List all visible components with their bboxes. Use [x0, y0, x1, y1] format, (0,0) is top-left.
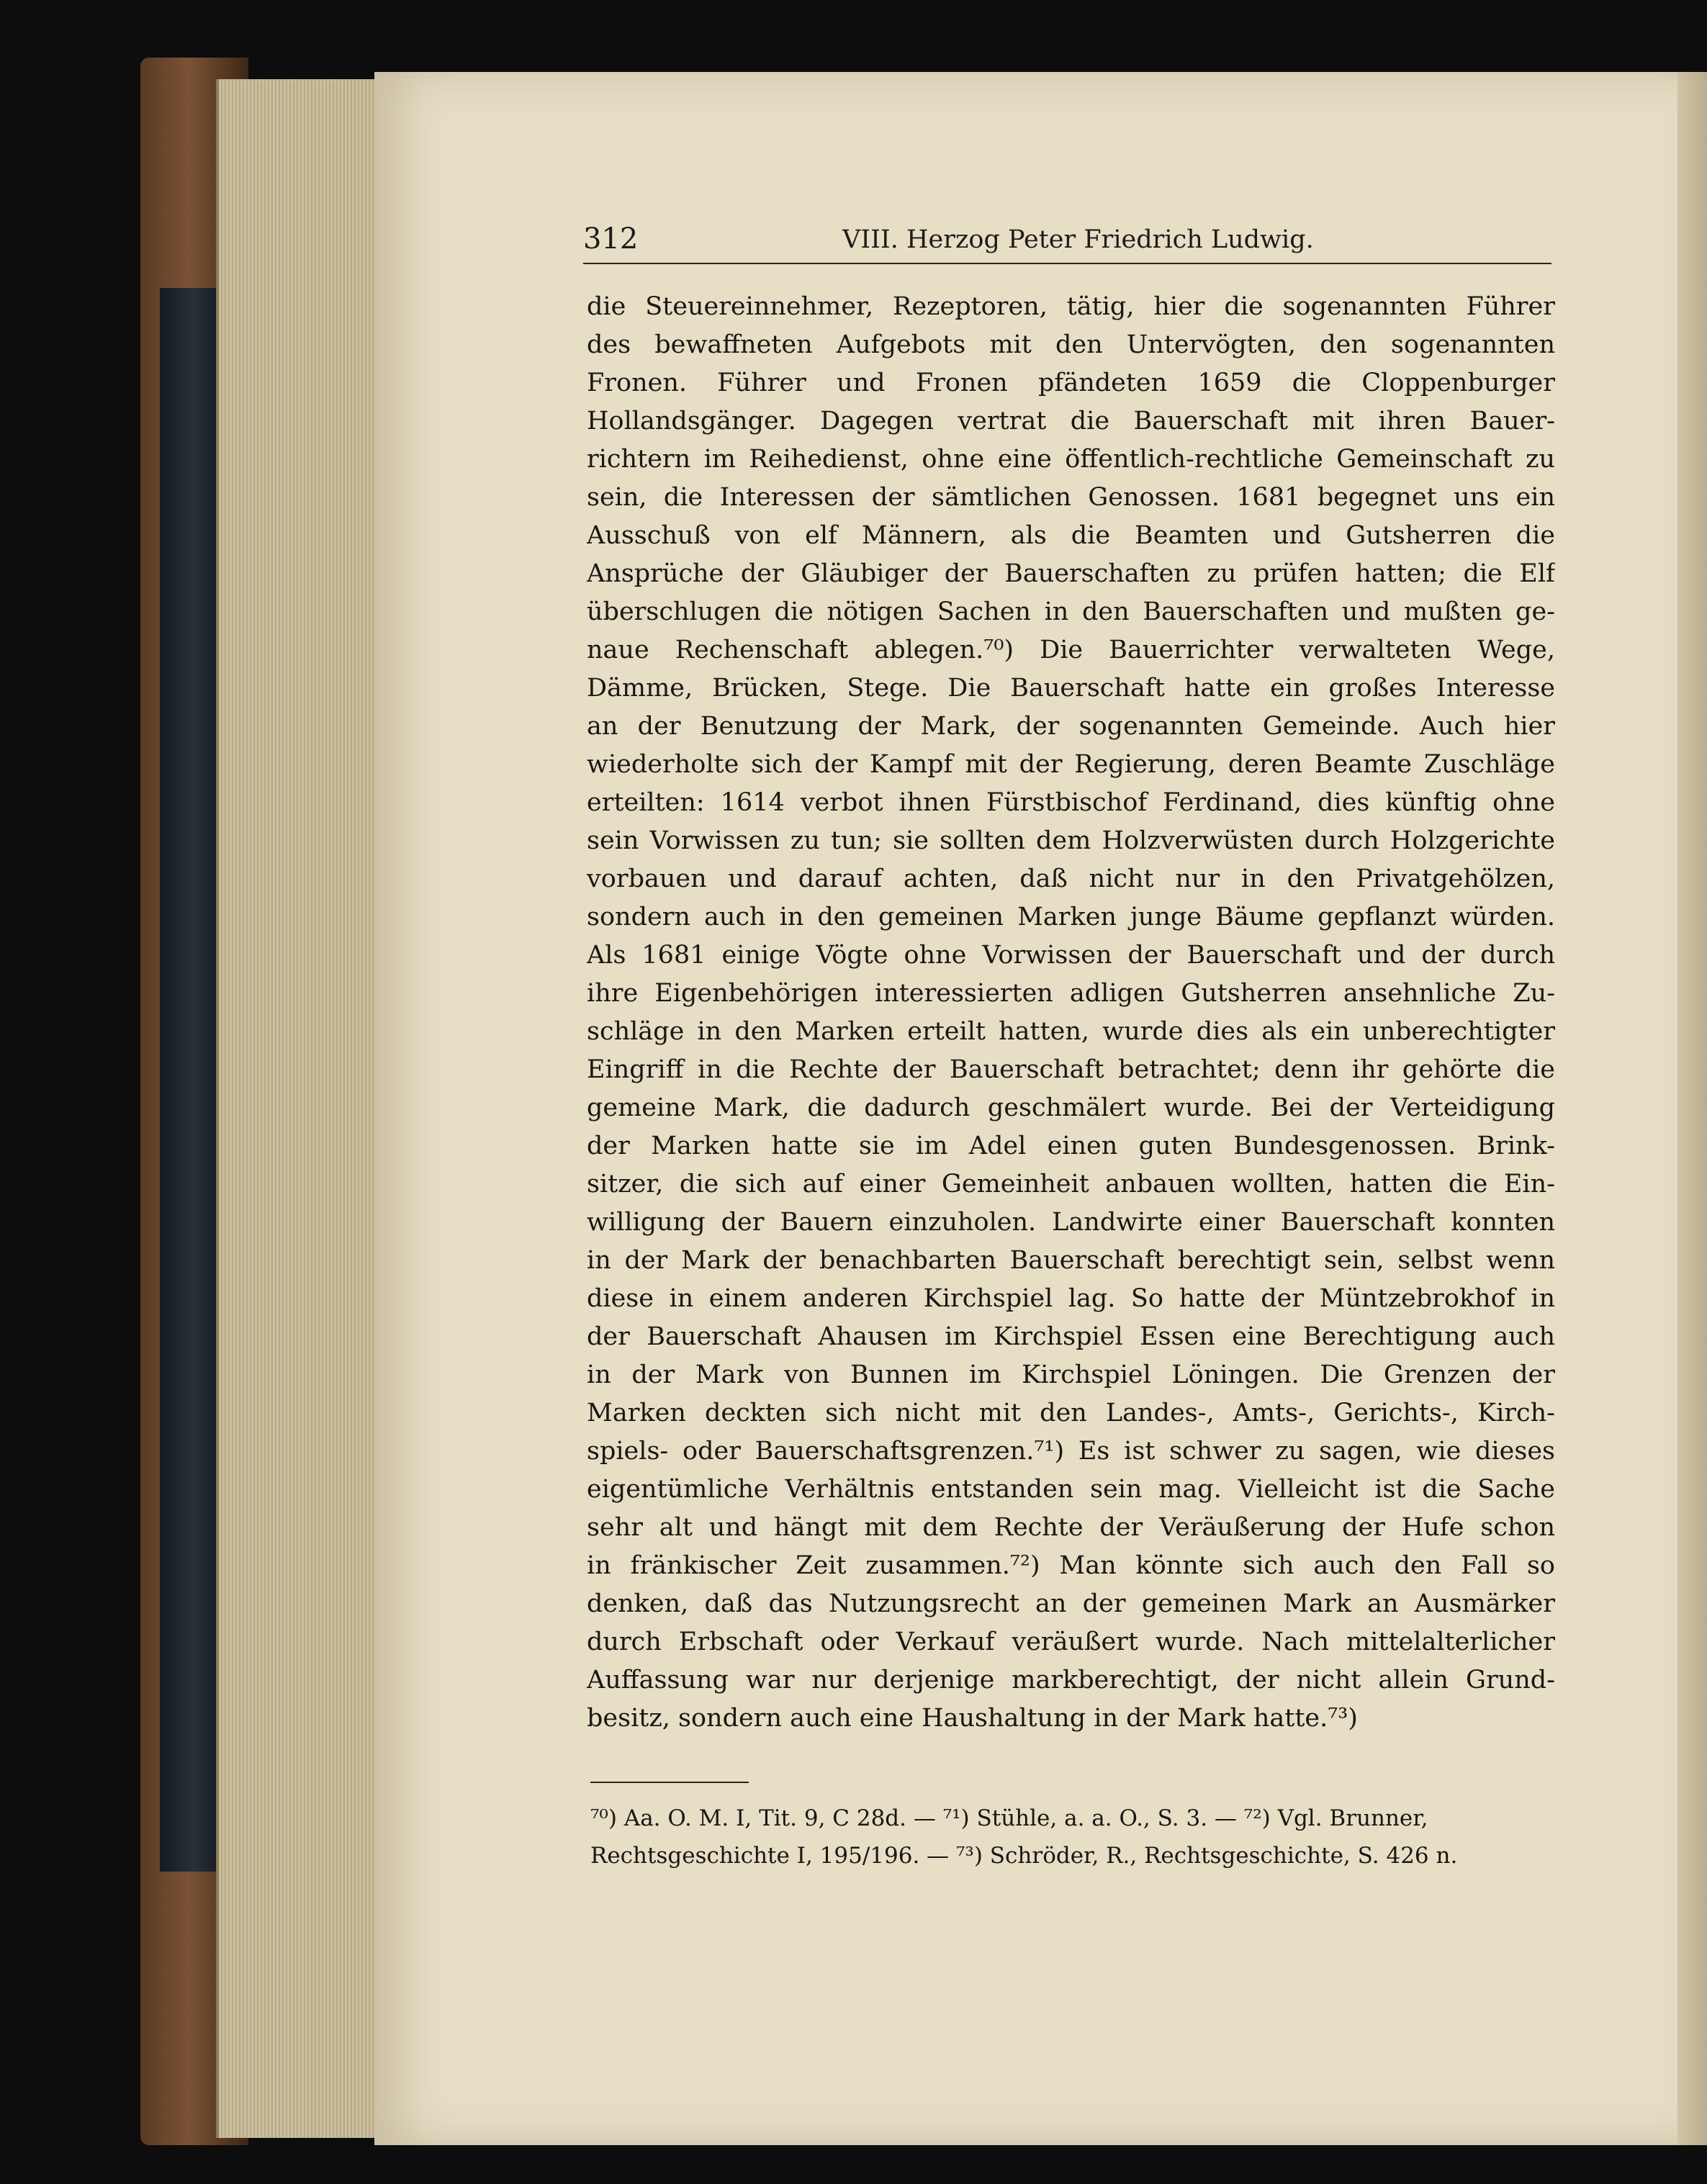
text-line: Marken deckten sich nicht mit den Landes-, Amts-, Gerichts-, Kirch- — [587, 1399, 1555, 1427]
text-line: wiederholte sich der Kampf mit der Regierung, deren Beamte Zuschläge — [587, 750, 1555, 779]
text-line: sehr alt und hängt mit dem Rechte der Veräußerung der Hufe schon — [587, 1513, 1555, 1542]
footnote-line: Rechtsgeschichte I, 195/196. — ⁷³) Schröder, R., Rechtsgeschichte, S. 426 n. — [590, 1843, 1458, 1869]
text-line: Fronen. Führer und Fronen pfändeten 1659 die Cloppenburger — [587, 369, 1555, 397]
text-line: Ansprüche der Gläubiger der Bauerschaften zu prüfen hatten; die Elf — [587, 559, 1555, 588]
text-line: in der Mark von Bunnen im Kirchspiel Löningen. Die Grenzen der — [587, 1361, 1555, 1389]
text-line: ihre Eigenbehörigen interessierten adligen Gutsherren ansehnliche Zu- — [587, 979, 1555, 1008]
text-line: vorbauen und darauf achten, daß nicht nur in den Privatgehölzen, — [587, 865, 1555, 893]
text-line: besitz, sondern auch eine Haushaltung in der Mark hatte.⁷³) — [587, 1704, 1358, 1733]
page-number: 312 — [583, 222, 639, 256]
text-line: sitzer, die sich auf einer Gemeinheit anbauen wollten, hatten die Ein- — [587, 1170, 1555, 1199]
page-edges — [216, 79, 381, 2138]
text-line: des bewaffneten Aufgebots mit den Untervögten, den sogenannten — [587, 330, 1555, 359]
text-line: erteilten: 1614 verbot ihnen Fürstbischof Ferdinand, dies künftig ohne — [587, 788, 1555, 817]
text-line: eigentümliche Verhältnis entstanden sein mag. Vielleicht ist die Sache — [587, 1475, 1555, 1504]
text-line: Hollandsgänger. Dagegen vertrat die Bauerschaft mit ihren Bauer- — [587, 407, 1555, 436]
text-line: sein Vorwissen zu tun; sie sollten dem Holzverwüsten durch Holzgerichte — [587, 826, 1555, 855]
text-line: spiels- oder Bauerschaftsgrenzen.⁷¹) Es ist schwer zu sagen, wie dieses — [587, 1437, 1555, 1466]
text-line: denken, daß das Nutzungsrecht an der gemeinen Mark an Ausmärker — [587, 1589, 1555, 1618]
text-line: Auffassung war nur derjenige markberechtigt, der nicht allein Grund- — [587, 1666, 1555, 1695]
text-line: an der Benutzung der Mark, der sogenannten Gemeinde. Auch hier — [587, 712, 1555, 741]
text-line: diese in einem anderen Kirchspiel lag. So hatte der Müntzebrokhof in — [587, 1284, 1555, 1313]
facing-page-edge — [1677, 72, 1707, 2145]
text-line: durch Erbschaft oder Verkauf veräußert wurde. Nach mittelalterlicher — [587, 1628, 1555, 1656]
body-text — [587, 288, 1555, 1738]
footnotes — [590, 1800, 1555, 1874]
text-line: sein, die Interessen der sämtlichen Genossen. 1681 begegnet uns ein — [587, 483, 1555, 512]
text-line: überschlugen die nötigen Sachen in den Bauerschaften und mußten ge- — [587, 597, 1555, 626]
text-line: sondern auch in den gemeinen Marken junge Bäume gepflanzt würden. — [587, 903, 1555, 931]
text-line: naue Rechenschaft ablegen.⁷⁰) Die Bauerrichter verwalteten Wege, — [587, 636, 1555, 664]
text-line: schläge in den Marken erteilt hatten, wurde dies als ein unberechtigter — [587, 1017, 1555, 1046]
text-line: der Bauerschaft Ahausen im Kirchspiel Essen eine Berechtigung auch — [587, 1322, 1555, 1351]
text-line: die Steuereinnehmer, Rezeptoren, tätig, hier die sogenannten Führer — [587, 292, 1555, 321]
text-line: richtern im Reihedienst, ohne eine öffentlich-rechtliche Gemeinschaft zu — [587, 445, 1555, 474]
running-head: VIII. Herzog Peter Friedrich Ludwig. — [842, 225, 1314, 254]
footnote-line: ⁷⁰) Aa. O. M. I, Tit. 9, C 28d. — ⁷¹) Stühle, a. a. O., S. 3. — ⁷²) Vgl. Brunner, — [590, 1805, 1428, 1831]
text-line: Als 1681 einige Vögte ohne Vorwissen der Bauerschaft und der durch — [587, 941, 1555, 970]
text-line: gemeine Mark, die dadurch geschmälert wurde. Bei der Verteidigung — [587, 1093, 1555, 1122]
footnote-divider — [590, 1782, 749, 1783]
page-header — [583, 220, 1551, 264]
text-line: der Marken hatte sie im Adel einen guten Bundesgenossen. Brink- — [587, 1132, 1555, 1160]
text-line: Eingriff in die Rechte der Bauerschaft betrachtet; denn ihr gehörte die — [587, 1055, 1555, 1084]
text-line: willigung der Bauern einzuholen. Landwirte einer Bauerschaft konnten — [587, 1208, 1555, 1237]
text-line: in fränkischer Zeit zusammen.⁷²) Man könnte sich auch den Fall so — [587, 1551, 1555, 1580]
text-line: Ausschuß von elf Männern, als die Beamten und Gutsherren die — [587, 521, 1555, 550]
text-line: Dämme, Brücken, Stege. Die Bauerschaft hatte ein großes Interesse — [587, 674, 1555, 703]
text-line: in der Mark der benachbarten Bauerschaft berechtigt sein, selbst wenn — [587, 1246, 1555, 1275]
